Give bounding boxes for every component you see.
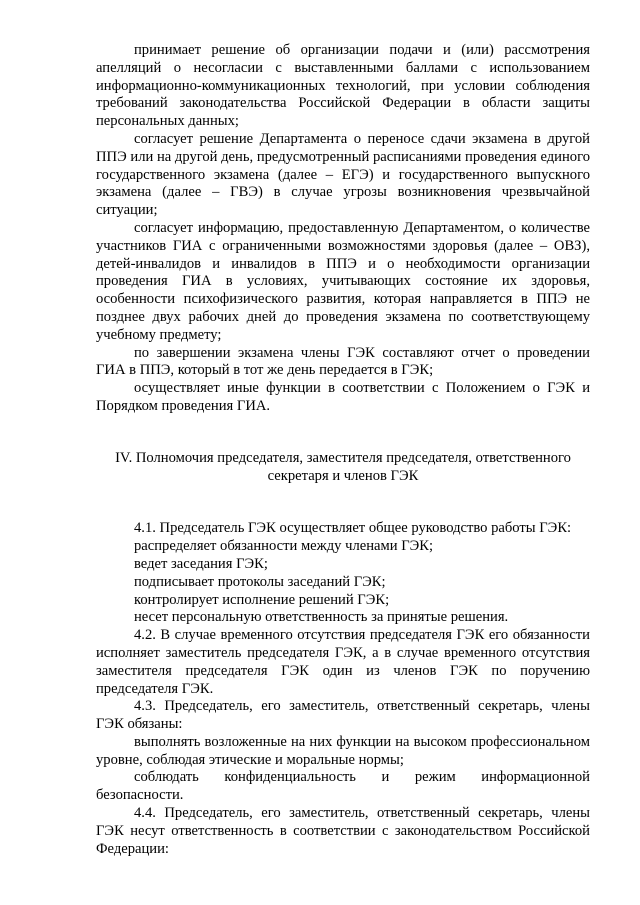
list-item-duties: распределяет обязанности между членами ГЭК; bbox=[134, 538, 434, 555]
paragraph-4-2: 4.2. В случае временного отсутствия председателя ГЭК его обязанности исполняет заместитель председателя ГЭК, а в случае временного отсутствия заместителя председателя ГЭК один из членов ГЭК по поручению председателя ГЭК. bbox=[96, 627, 590, 697]
paragraph-appeals-decision: принимает решение об организации подачи и (или) рассмотрения апелляций о несогласии с выставленными баллами с использованием информационно-коммуникационных технологий, при условии соблюдения требований законодательства Российской Федерации в области защиты персональных данных; bbox=[96, 42, 590, 130]
list-item-control: контролирует исполнение решений ГЭК; bbox=[134, 591, 390, 608]
paragraph-exam-transfer: согласует решение Департамента о переносе сдачи экзамена в другой ППЭ или на другой день, предусмотренный расписаниями проведения единого государственного экзамена (далее – ЕГЭ) и государственного выпускного экзамена (далее – ГВЭ) в случае угрозы возникновения чрезвычайной ситуации; bbox=[96, 130, 590, 219]
document-body bbox=[96, 42, 590, 858]
section-heading: IV. Полномочия председателя, заместителя председателя, ответственного секретаря и членов ГЭК bbox=[115, 449, 571, 484]
paragraph-4-3: 4.3. Председатель, его заместитель, ответственный секретарь, члены ГЭК обязаны: bbox=[96, 698, 590, 733]
spacer bbox=[96, 485, 590, 520]
paragraph-exam-report: по завершении экзамена члены ГЭК составляют отчет о проведении ГИА в ППЭ, который в тот же день передается в ГЭК; bbox=[96, 344, 590, 379]
paragraph-4-1: 4.1. Председатель ГЭК осуществляет общее руководство работы ГЭК: bbox=[134, 520, 572, 537]
paragraph-other-functions: осуществляет иные функции в соответствии с Положением о ГЭК и Порядком проведения ГИА. bbox=[96, 380, 590, 414]
list-item-confidentiality: соблюдать конфиденциальность и режим информационной безопасности. bbox=[96, 769, 590, 804]
paragraph-ovz-info: согласует информацию, предоставленную Департаментом, о количестве участников ГИА с ограниченными возможностями здоровья (далее – ОВЗ), детей-инвалидов и инвалидов в ППЭ и о необходимости организации проведения ГИА в условиях, учитывающих состояние их здоровья, особенности психофизического развития, которая направляется в ППЭ не позднее двух рабочих дней до проведения экзамена по соответствующему учебному предмету; bbox=[96, 219, 590, 343]
list-item-protocols: подписывает протоколы заседаний ГЭК; bbox=[134, 573, 386, 590]
list-item-responsibility: несет персональную ответственность за принятые решения. bbox=[134, 609, 509, 626]
list-item-meetings: ведет заседания ГЭК; bbox=[134, 555, 268, 572]
paragraph-4-4: 4.4. Председатель, его заместитель, ответственный секретарь, члены ГЭК несут ответственность в соответствии с законодательством Российской Федерации: bbox=[96, 805, 590, 857]
list-item-perform-functions: выполнять возложенные на них функции на высоком профессиональном уровне, соблюдая этические и моральные нормы; bbox=[96, 733, 590, 768]
spacer bbox=[96, 416, 590, 450]
